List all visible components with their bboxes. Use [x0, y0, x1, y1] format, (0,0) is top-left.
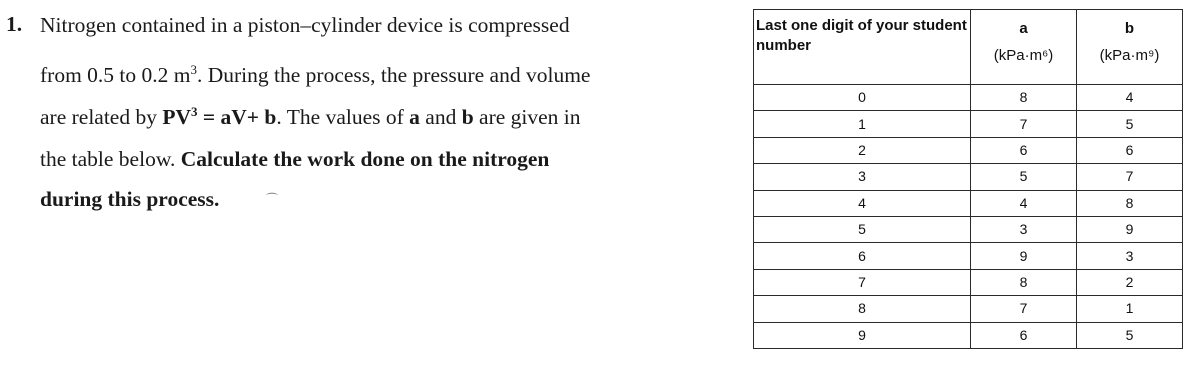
cell-b: 7: [1077, 164, 1183, 190]
equation-rhs: = aV+ b: [197, 105, 277, 129]
cell-a: 3: [971, 216, 1077, 242]
problem-line-2-post: . During the process, the pressure and volume: [197, 63, 591, 87]
coefficients-table: [753, 9, 1183, 349]
problem-line-3-post: are given in: [473, 105, 581, 129]
table-row: [754, 164, 1183, 190]
cursor-glyph-icon: ⌒: [266, 192, 279, 206]
cell-digit: 1: [754, 111, 971, 137]
cell-digit: 2: [754, 137, 971, 163]
cell-b: 5: [1077, 111, 1183, 137]
cell-digit: 8: [754, 296, 971, 322]
cell-b: 6: [1077, 137, 1183, 163]
problem-line-3-mid: . The values of: [276, 105, 410, 129]
cell-a: 7: [971, 296, 1077, 322]
table-row: [754, 296, 1183, 322]
cell-digit: 4: [754, 190, 971, 216]
table-row: [754, 190, 1183, 216]
problem-line-2: [40, 62, 590, 88]
cell-digit: 3: [754, 164, 971, 190]
problem-line-4-pre: the table below.: [40, 147, 181, 171]
cell-b: 1: [1077, 296, 1183, 322]
table-row: [754, 269, 1183, 295]
problem-number: 1.: [6, 12, 23, 36]
header-a: [971, 10, 1077, 85]
table-row: [754, 322, 1183, 348]
problem-line-2-pre: from 0.5 to 0.2 m: [40, 63, 191, 87]
cell-a: 6: [971, 137, 1077, 163]
cell-a: 4: [971, 190, 1077, 216]
cell-a: 8: [971, 269, 1077, 295]
cell-b: 9: [1077, 216, 1183, 242]
table-row: [754, 85, 1183, 111]
problem-line-3-and: and: [419, 105, 462, 129]
header-b-label: b: [1124, 20, 1135, 37]
problem-line-4: [40, 146, 549, 172]
cell-a: 6: [971, 322, 1077, 348]
header-a-unit: (kPa·m⁶): [993, 47, 1054, 64]
problem-line-1-text: Nitrogen contained in a piston–cylinder device is compressed: [40, 13, 570, 37]
cell-digit: 5: [754, 216, 971, 242]
header-b: [1077, 10, 1183, 85]
volume-unit-exponent: 3: [190, 62, 197, 77]
table-row: [754, 137, 1183, 163]
table-row: [754, 216, 1183, 242]
header-student-digit: Last one digit of your student number: [754, 10, 971, 85]
cell-digit: 7: [754, 269, 971, 295]
cell-a: 5: [971, 164, 1077, 190]
equation-pv: PV: [162, 105, 192, 129]
problem-line-5: [40, 186, 219, 212]
cell-b: 8: [1077, 190, 1183, 216]
cell-a: 9: [971, 243, 1077, 269]
table-header-row: [754, 10, 1183, 85]
problem-line-3-pre: are related by: [40, 105, 163, 129]
problem-line-5-bold: during this process.: [40, 187, 220, 211]
cell-b: 2: [1077, 269, 1183, 295]
problem-line-1: [40, 12, 570, 38]
problem-line-4-bold: Calculate the work done on the nitrogen: [180, 147, 550, 171]
variable-a: a: [409, 105, 420, 129]
cell-b: 3: [1077, 243, 1183, 269]
problem-line-3: [40, 104, 581, 130]
cell-a: 7: [971, 111, 1077, 137]
table-row: [754, 111, 1183, 137]
equation-exponent: 3: [191, 104, 198, 119]
header-b-unit: (kPa·m⁹): [1099, 47, 1160, 64]
table-row: [754, 243, 1183, 269]
cell-digit: 9: [754, 322, 971, 348]
cell-digit: 0: [754, 85, 971, 111]
header-a-label: a: [1019, 20, 1028, 37]
cell-b: 5: [1077, 322, 1183, 348]
variable-b: b: [461, 105, 474, 129]
cell-b: 4: [1077, 85, 1183, 111]
cell-digit: 6: [754, 243, 971, 269]
cell-a: 8: [971, 85, 1077, 111]
